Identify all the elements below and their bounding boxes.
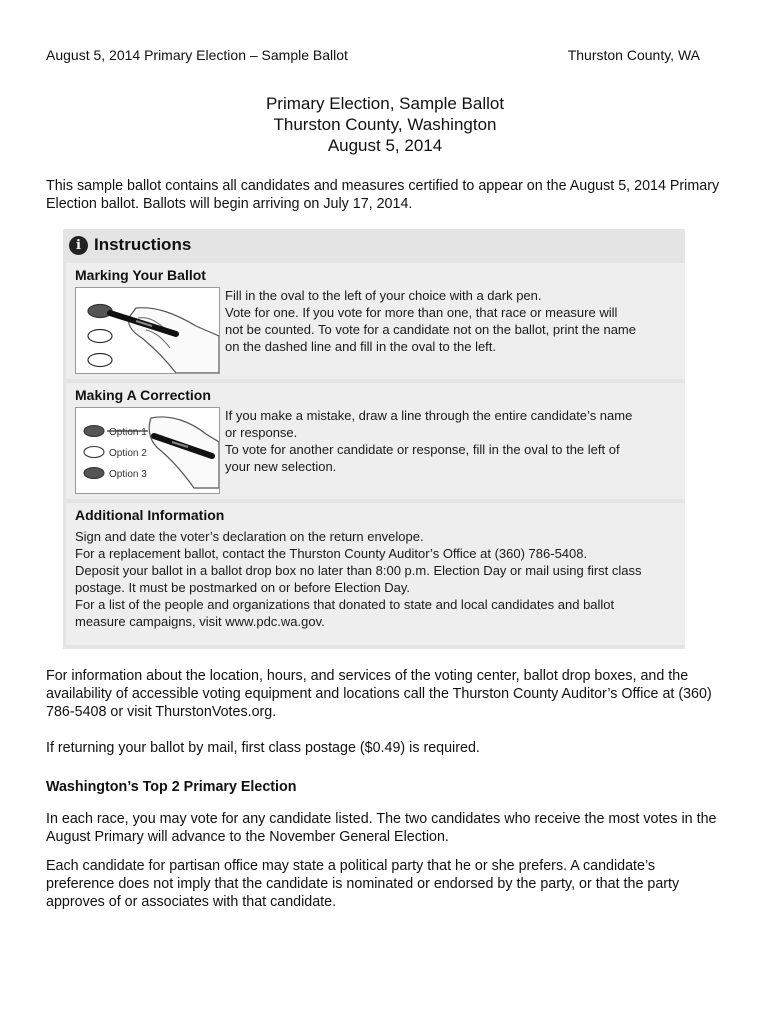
option-3-label: Option 3 [109,469,147,480]
additional-title: Additional Information [75,507,225,523]
marking-line: on the dashed line and fill in the oval to the left. [225,339,497,354]
instructions-header [63,229,685,261]
info-icon: i [69,236,88,255]
additional-line: measure campaigns, visit www.pdc.wa.gov. [75,614,325,629]
additional-line: For a list of the people and organizations that donated to state and local candidates and ballot [75,597,615,612]
marking-panel [66,263,685,379]
additional-line: For a replacement ballot, contact the Thurston County Auditor’s Office at (360) 786-5408. [75,546,588,561]
title-line-3: August 5, 2014 [327,136,443,155]
instructions-title: Instructions [94,235,192,254]
empty-oval [88,330,112,343]
marking-text [225,287,636,355]
correction-line: or response. [225,425,298,440]
hand-pen-illustration [76,288,219,373]
additional-line: Deposit your ballot in a ballot drop box no later than 8:00 p.m. Election Day or mail using first class [75,563,642,578]
additional-panel [66,503,685,645]
correction-text [225,407,632,475]
additional-line: postage. It must be postmarked on or before Election Day. [75,580,411,595]
filled-oval [84,468,104,479]
top2-heading: Washington’s Top 2 Primary Election [46,779,297,795]
page-title [0,93,770,156]
intro-paragraph: This sample ballot contains all candidates and measures certified to appear on the August 5, 2014 Primary Election ballot. Ballots will begin arriving on July 17, 2014. [46,178,720,212]
empty-oval [84,447,104,458]
voting-center-paragraph: For information about the location, hours, and services of the voting center, ballot drop boxes, and the availability of accessible voting equipment and locations call the Thurston County Auditor’s Office at (360) 786-5408 or visit ThurstonVotes.org. [46,668,712,720]
marking-illustration [75,287,220,374]
title-line-1: Primary Election, Sample Ballot [265,94,505,113]
instructions-box [63,229,685,649]
empty-oval [88,354,112,367]
correction-panel [66,383,685,499]
correction-drawing [76,408,219,493]
additional-line: Sign and date the voter’s declaration on the return envelope. [75,529,424,544]
correction-illustration [75,407,220,494]
title-line-2: Thurston County, Washington [273,115,497,134]
header-left: August 5, 2014 Primary Election – Sample Ballot [46,47,348,63]
header-right: Thurston County, WA [567,47,700,63]
option-1-label: Option 1 [109,427,147,438]
correction-line: your new selection. [225,459,337,474]
marking-line: Fill in the oval to the left of your choice with a dark pen. [225,288,542,303]
top2-paragraph-1: In each race, you may vote for any candidate listed. The two candidates who receive the most votes in the August Primary will advance to the November General Election. [46,811,717,845]
marking-line: not be counted. To vote for a candidate not on the ballot, print the name [225,322,636,337]
option-2-label: Option 2 [109,448,147,459]
correction-title: Making A Correction [75,387,211,403]
top2-paragraph-2: Each candidate for partisan office may state a political party that he or she prefers. A candidate’s preference does not imply that the candidate is nominated or endorsed by the party, or that the party approves of or associates with that candidate. [46,858,680,910]
filled-oval [84,426,104,437]
marking-line: Vote for one. If you vote for more than one, that race or measure will [225,305,618,320]
additional-text [75,528,642,630]
correction-line: If you make a mistake, draw a line through the entire candidate’s name [225,408,633,423]
marking-title: Marking Your Ballot [75,267,206,283]
postage-paragraph: If returning your ballot by mail, first class postage ($0.49) is required. [46,740,480,756]
correction-line: To vote for another candidate or response, fill in the oval to the left of [225,442,620,457]
